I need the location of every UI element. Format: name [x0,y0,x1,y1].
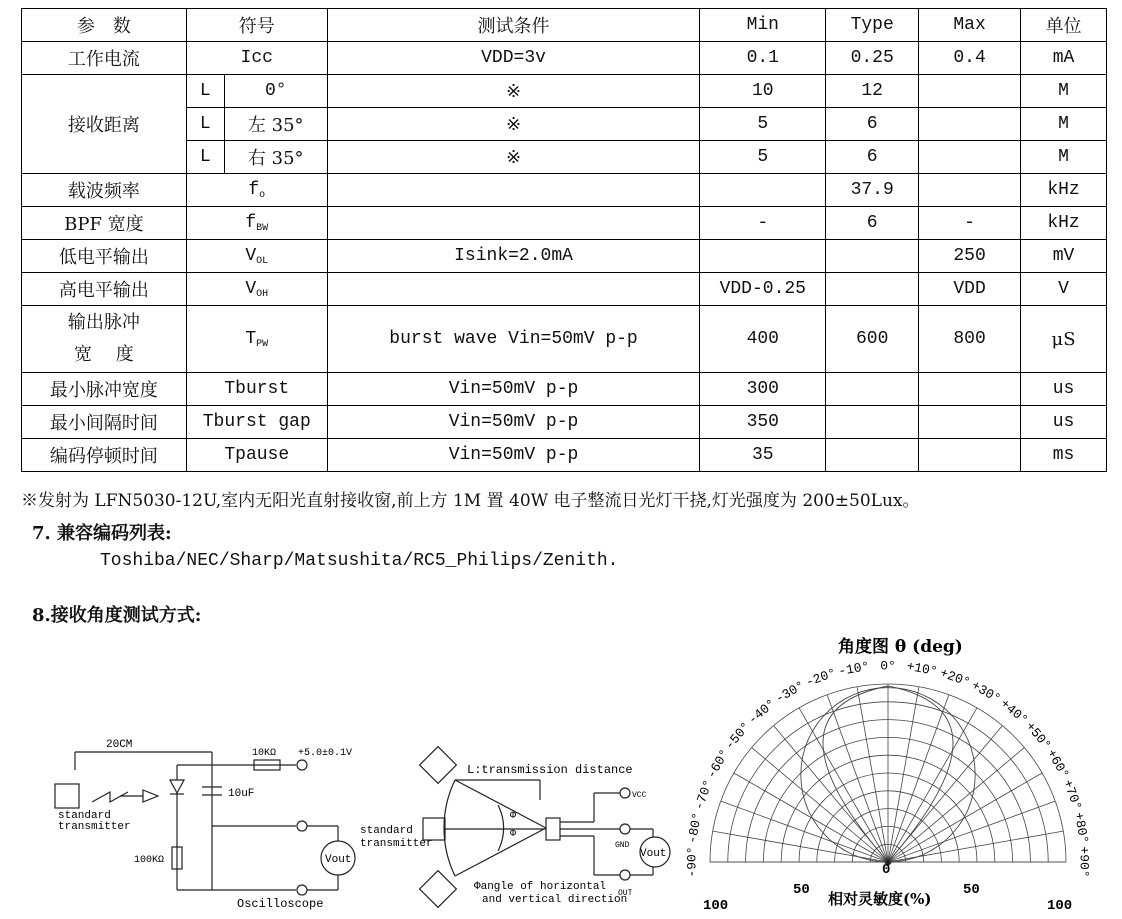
compatible-codes: Toshiba/NEC/Sharp/Matsushita/RC5_Philips/Zenith. [100,551,619,571]
condition-cell: Vin=50mV p-p [327,439,700,472]
unit-cell: mA [1021,42,1107,75]
polar-angle-label: -50° [722,719,754,753]
unit-cell: us [1021,406,1107,439]
l-cell: L [186,141,224,174]
transmitter2-label-2: transmitter [360,838,433,850]
polar-angle-label: -80° [684,811,706,845]
vcc-label: VCC [632,791,647,800]
gnd-label: GND [615,841,630,850]
symbol-main: T [245,328,257,349]
min-cell: - [700,207,826,240]
symbol-main: V [245,245,257,266]
vout-label-2: Vout [640,848,667,860]
angle-label-1: Φangle of horizontal [474,881,607,893]
param-cell: BPF 宽度 [22,207,187,240]
min-cell: 35 [700,439,826,472]
radial-label: 100 [1047,898,1073,914]
type-cell: 6 [826,108,919,141]
symbol-main: V [245,278,257,299]
polar-angle-label: -70° [691,777,717,813]
condition-cell: Vin=50mV p-p [327,406,700,439]
min-cell: 5 [700,108,826,141]
angle-cell: 左 35° [224,108,327,141]
unit-cell: kHz [1021,174,1107,207]
radial-label: 100 [703,898,729,914]
unit-cell: M [1021,141,1107,174]
param-cell: 低电平输出 [22,240,187,273]
min-cell: 400 [700,306,826,373]
param-line2: 宽 度 [74,344,134,365]
max-cell: VDD [919,273,1021,306]
param-cell: 接收距离 [22,75,187,174]
header-type: Type [826,9,919,42]
polar-angle-label: +50° [1022,719,1054,753]
phi-label-bottom: Φ [510,829,517,840]
section-7-title: 7. 兼容编码列表: [32,523,172,544]
polar-angle-label: +60° [1043,746,1073,782]
l-cell: L [186,108,224,141]
section-8-title: 8.接收角度测试方式: [32,605,202,626]
angle-cell: 0° [224,75,327,108]
header-symbol: 符号 [186,9,327,42]
unit-cell: us [1021,373,1107,406]
test-note: ※发射为 LFN5030-12U,室内无阳光直射接收窗,前上方 1M 置 40W 电子整流日光灯干挠,灯光强度为 200±50Lux。 [21,491,920,511]
transmitter-label-2: transmitter [58,821,131,833]
symbol-cell: Tburst gap [186,406,327,439]
oscilloscope-label: Oscilloscope [237,897,324,911]
symbol-sub: PW [256,338,269,350]
param-cell: 载波频率 [22,174,187,207]
polar-angle-label: +40° [997,696,1031,728]
polar-angle-label: -30° [772,677,808,707]
unit-cell: μS [1021,306,1107,373]
param-cell: 高电平输出 [22,273,187,306]
symbol-cell: Tpause [186,439,327,472]
min-cell: 10 [700,75,826,108]
unit-cell: mV [1021,240,1107,273]
type-cell: 12 [826,75,919,108]
symbol-cell: Tburst [186,373,327,406]
max-cell: 250 [919,240,1021,273]
polar-angle-label: +10° [905,658,939,680]
condition-cell: burst wave Vin=50mV p-p [327,306,700,373]
symbol-sub: OL [256,255,269,267]
max-cell: 800 [919,306,1021,373]
symbol-sub: BW [256,222,269,234]
supply-label: +5.0±0.1V [298,748,353,759]
header-max: Max [919,9,1021,42]
polar-angle-label: +90° [1076,846,1092,878]
type-cell: 0.25 [826,42,919,75]
unit-cell: V [1021,273,1107,306]
param-cell: 最小间隔时间 [22,406,187,439]
polar-angle-label: -20° [803,665,839,691]
l-cell: L [186,75,224,108]
min-cell: 0.1 [700,42,826,75]
symbol-main: f [248,179,260,200]
condition-cell: VDD=3v [327,42,700,75]
polar-angle-label: 0° [880,658,896,674]
max-cell: 0.4 [919,42,1021,75]
polar-angle-label: -90° [684,846,700,878]
radial-label: 50 [793,882,810,898]
distance-label: 20CM [106,739,133,751]
param-cell: 工作电流 [22,42,187,75]
resistor2-label: 100KΩ [134,855,165,866]
symbol-sub: OH [256,288,269,300]
min-cell: 350 [700,406,826,439]
radial-label: 0 [882,862,891,878]
polar-angle-label: +30° [968,677,1004,707]
distance-label-2: L:transmission distance [467,763,633,777]
type-cell: 6 [826,141,919,174]
condition-cell: ※ [327,108,700,141]
condition-cell: ※ [327,75,700,108]
polar-angle-label: +80° [1070,811,1092,845]
polar-angle-label: -10° [837,658,871,680]
polar-angle-label: +20° [937,665,973,691]
phi-label-top: Φ [510,811,517,822]
param-line1: 输出脉冲 [67,312,140,333]
angle-cell: 右 35° [224,141,327,174]
condition-cell: Isink=2.0mA [327,240,700,273]
symbol-cell: Icc [186,42,327,75]
max-cell: - [919,207,1021,240]
type-cell: 600 [826,306,919,373]
vout-label: Vout [325,854,352,866]
polar-angle-label: +70° [1059,777,1085,813]
transmitter-label-1: standard [58,810,111,822]
out-label: OUT [618,889,633,898]
symbol-sub: o [259,189,266,201]
transmitter2-label-1: standard [360,825,413,837]
unit-cell: ms [1021,439,1107,472]
unit-cell: M [1021,108,1107,141]
condition-cell: ※ [327,141,700,174]
polar-axis-label: 相对灵敏度(%) [828,890,932,908]
header-param: 参 数 [22,9,187,42]
polar-angle-label: -40° [745,696,779,728]
symbol-main: f [245,212,257,233]
unit-cell: M [1021,75,1107,108]
radial-label: 50 [963,882,980,898]
header-condition: 测试条件 [327,9,700,42]
min-cell: VDD-0.25 [700,273,826,306]
header-unit: 单位 [1021,9,1107,42]
polar-angle-label: -60° [703,746,733,782]
min-cell: 300 [700,373,826,406]
type-cell: 6 [826,207,919,240]
capacitor-label: 10uF [228,788,255,800]
resistor1-label: 10KΩ [252,748,277,759]
unit-cell: kHz [1021,207,1107,240]
condition-cell: Vin=50mV p-p [327,373,700,406]
polar-title: 角度图 θ (deg) [838,637,963,657]
header-min: Min [700,9,826,42]
param-cell: 最小脉冲宽度 [22,373,187,406]
min-cell: 5 [700,141,826,174]
type-cell: 37.9 [826,174,919,207]
param-cell: 编码停顿时间 [22,439,187,472]
angle-label-2: and vertical direction [482,894,628,906]
